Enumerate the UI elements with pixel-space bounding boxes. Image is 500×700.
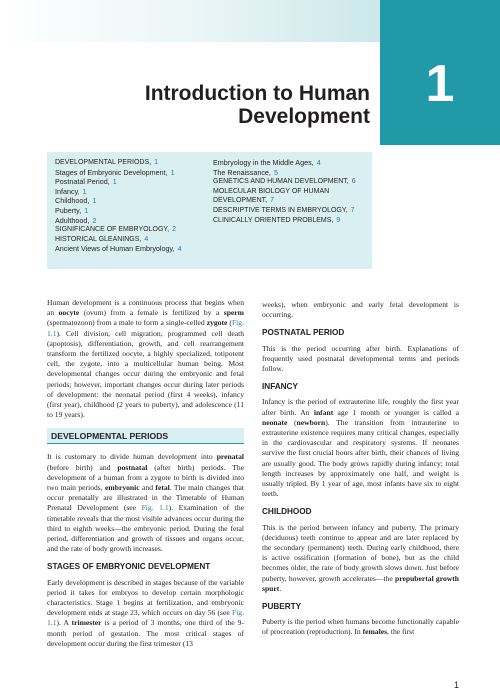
toc-entry-page: 5 bbox=[273, 167, 278, 177]
intro-paragraph bbox=[47, 298, 244, 420]
toc-entry[interactable] bbox=[55, 206, 213, 216]
toc-left-column bbox=[55, 158, 213, 254]
text-run: Infancy is the period of extrauterine life, roughly the first year after birth. An bbox=[262, 397, 459, 417]
toc-entry-label: Puberty, bbox=[55, 205, 82, 215]
text-run: Human development is a continuous process that begins when an bbox=[47, 298, 244, 318]
term-infant: infant bbox=[313, 407, 334, 417]
subheading-postnatal-period: POSTNATAL PERIOD bbox=[262, 328, 345, 338]
toc-entry[interactable] bbox=[55, 235, 213, 245]
toc-entry-label: Adulthood, bbox=[55, 215, 90, 225]
term-prepubertal-growth-spurt: prepubertal growth spurt bbox=[262, 573, 459, 593]
toc-entry[interactable] bbox=[55, 168, 213, 178]
text-run: ). Examination of the timetable reveals that the most visible advances occur during the third to eighth weeks—the embryonic period. During the fetal period, differentiation and growth of tissues and organs occur, and the rate of body growth increases. bbox=[47, 503, 245, 554]
toc-entry[interactable] bbox=[213, 216, 369, 226]
toc-entry-label: Postnatal Period, bbox=[55, 177, 110, 187]
text-run: is a period of 3 months, one third of the 9-month period of gestation. The most critical stages of development occur during the first trimester (13 bbox=[47, 618, 244, 648]
toc-entry-label: Infancy, bbox=[55, 186, 80, 196]
text-run: (ovum) from a female is fertilized by a bbox=[79, 308, 224, 318]
text-run: ). The transition from intrauterine to extrauterine existence requires many critical changes, especially in the cardiovascular and respiratory systems. If neonates survive the first crucial hours after birth, their chances of living are usually good. The body grows rapidly during infancy; total length increases by approximately one half, and weight is usually tripled. By 1 year of age, most infants have six to eight teeth. bbox=[262, 417, 459, 499]
childhood-paragraph bbox=[262, 523, 459, 594]
page-number: 1 bbox=[454, 680, 460, 690]
text-run: ( bbox=[227, 318, 232, 328]
toc-entry-page: 2 bbox=[92, 215, 97, 225]
toc-entry[interactable] bbox=[55, 177, 213, 187]
toc-entry-page: 4 bbox=[316, 158, 321, 167]
toc-entry-label: MOLECULAR BIOLOGY OF HUMAN bbox=[213, 187, 330, 195]
chapter-contents-box bbox=[47, 152, 372, 269]
toc-entry[interactable] bbox=[55, 158, 213, 168]
text-run: and bbox=[139, 483, 156, 493]
text-run: . bbox=[279, 583, 282, 593]
toc-entry-label: CLINICALLY ORIENTED PROBLEMS, bbox=[213, 216, 334, 224]
left-text-column bbox=[47, 298, 244, 654]
term-prenatal: prenatal bbox=[216, 452, 244, 462]
toc-entry-page: 1 bbox=[112, 177, 117, 187]
toc-entry-page: 1 bbox=[84, 205, 89, 215]
term-oocyte: oocyte bbox=[58, 308, 80, 318]
section-heading-developmental-periods: DEVELOPMENTAL PERIODS bbox=[47, 428, 244, 444]
text-run: Early development is described in stages because of the variable period it takes for embryos to develop certain morphologic characteristics. Stage 1 begins at fertilization, and embryonic development ends at stage 23, which occurs on day 56 (see bbox=[47, 577, 244, 618]
term-postnatal: postnatal bbox=[117, 462, 148, 472]
toc-entry-page: 1 bbox=[92, 196, 97, 206]
figure-reference-link[interactable]: Fig. 1.1 bbox=[47, 608, 244, 628]
toc-entry-page: 9 bbox=[336, 216, 341, 224]
toc-entry-page: 1 bbox=[170, 167, 175, 177]
toc-entry[interactable] bbox=[213, 158, 369, 168]
text-run: ). A bbox=[56, 618, 72, 628]
continued-paragraph: weeks), when embryonic and early fetal development is occurring. bbox=[262, 300, 459, 320]
postnatal-paragraph: This is the period occurring after birth. Explanations of frequently used postnatal developmental terms and periods follow. bbox=[262, 343, 459, 374]
term-embryonic: embryonic bbox=[105, 483, 140, 493]
stages-paragraph bbox=[47, 578, 244, 649]
toc-entry-label: Stages of Embryonic Development, bbox=[55, 167, 168, 177]
subheading-puberty: PUBERTY bbox=[262, 602, 302, 612]
toc-entry[interactable] bbox=[55, 187, 213, 197]
text-run: Puberty is the period when humans become functionally capable of procreation (reproduction). In bbox=[262, 617, 459, 637]
toc-entry[interactable] bbox=[213, 206, 369, 216]
text-run: age 1 month or younger is called a bbox=[333, 407, 459, 417]
chapter-title-line2: Development bbox=[238, 105, 370, 128]
toc-entry-label: Ancient Views of Human Embryology, bbox=[55, 244, 175, 254]
toc-entry-label: DEVELOPMENT, bbox=[213, 197, 268, 205]
text-run: ). Cell division, cell migration, programmed cell death (apoptosis), differentiation, growth, and cell rearrangement transform the fertilized oocyte, a highly specialized, totipotent cell, the zygote, into a multicellular human being. Most developmental changes occur during the embryonic and fetal periods; however, important changes occur during later periods of development: the neonatal period (first 4 weeks), infancy (first year), childhood (2 years to puberty), and adolescence (11 to 19 years). bbox=[47, 328, 244, 420]
toc-entry-label: SIGNIFICANCE OF EMBRYOLOGY, bbox=[55, 226, 170, 234]
toc-entry-page: 2 bbox=[172, 226, 177, 234]
chapter-title-line1: Introduction to Human bbox=[144, 82, 370, 105]
term-trimester: trimester bbox=[71, 618, 102, 628]
text-run: ( bbox=[287, 417, 297, 427]
toc-entry-label: Childhood, bbox=[55, 196, 90, 206]
puberty-paragraph bbox=[262, 617, 459, 637]
toc-entry-label: HISTORICAL GLEANINGS, bbox=[55, 235, 142, 243]
developmental-periods-paragraph bbox=[47, 452, 244, 554]
chapter-title bbox=[110, 82, 370, 128]
term-neonate: neonate bbox=[262, 417, 288, 427]
toc-entry-page: 7 bbox=[350, 206, 355, 214]
toc-entry[interactable] bbox=[55, 196, 213, 206]
figure-reference-link[interactable]: Fig. 1.1 bbox=[47, 318, 244, 338]
text-run: , the first bbox=[387, 627, 415, 637]
toc-entry-page: 1 bbox=[154, 159, 158, 166]
toc-entry[interactable] bbox=[55, 216, 213, 226]
toc-entry-page: 6 bbox=[351, 178, 356, 186]
text-run: . The main changes that occur prenatally are illustrated in the Timetable of Human Prenatal Development (see bbox=[47, 483, 244, 513]
term-females: females bbox=[362, 627, 388, 637]
subheading-childhood: CHILDHOOD bbox=[262, 507, 312, 517]
subheading-stages: STAGES OF EMBRYONIC DEVELOPMENT bbox=[47, 562, 211, 572]
toc-entry[interactable] bbox=[213, 196, 369, 206]
infancy-paragraph bbox=[262, 397, 459, 499]
term-sperm: sperm bbox=[223, 308, 244, 318]
toc-entry-page: 1 bbox=[82, 186, 87, 196]
toc-entry[interactable] bbox=[213, 177, 369, 187]
toc-entry-label: GENETICS AND HUMAN DEVELOPMENT, bbox=[213, 178, 349, 186]
toc-entry-label: DESCRIPTIVE TERMS IN EMBRYOLOGY, bbox=[213, 206, 348, 214]
toc-entry[interactable] bbox=[213, 187, 369, 197]
toc-entry-label: Embryology in the Middle Ages, bbox=[213, 158, 314, 167]
text-run: (before birth) and bbox=[47, 462, 118, 472]
toc-entry-label: DEVELOPMENTAL PERIODS, bbox=[55, 159, 152, 166]
toc-entry[interactable] bbox=[55, 225, 213, 235]
subheading-infancy: INFANCY bbox=[262, 382, 298, 392]
toc-entry[interactable] bbox=[213, 168, 369, 178]
toc-right-column bbox=[213, 158, 369, 225]
term-fetal: fetal bbox=[155, 483, 170, 493]
figure-reference-link[interactable]: Fig. 1.1 bbox=[141, 503, 169, 513]
toc-entry[interactable] bbox=[55, 244, 213, 254]
text-run: It is customary to divide human development into bbox=[47, 452, 217, 462]
text-run: This is the period between infancy and puberty. The primary (deciduous) teeth continue to appear and are later replaced by the secondary (permanent) teeth. During early childhood, there is active ossification (formation of bone), but as the child becomes older, the rate of body growth slows down. Just before puberty, however, growth accelerates—the bbox=[262, 522, 459, 583]
text-run: (spermatozoon) from a male to form a single-celled bbox=[47, 318, 207, 328]
term-zygote: zygote bbox=[206, 318, 228, 328]
toc-entry-page: 7 bbox=[270, 197, 274, 205]
right-text-column bbox=[262, 300, 459, 643]
toc-entry-label: The Renaissance, bbox=[213, 167, 271, 177]
toc-entry-page: 4 bbox=[144, 235, 149, 243]
chapter-number: 1 bbox=[425, 55, 455, 113]
text-run: (after birth) periods. The development of a human from a zygote to birth is divided into two main periods, bbox=[47, 462, 245, 493]
toc-entry-page: 4 bbox=[177, 244, 182, 254]
term-newborn: newborn bbox=[296, 417, 326, 427]
